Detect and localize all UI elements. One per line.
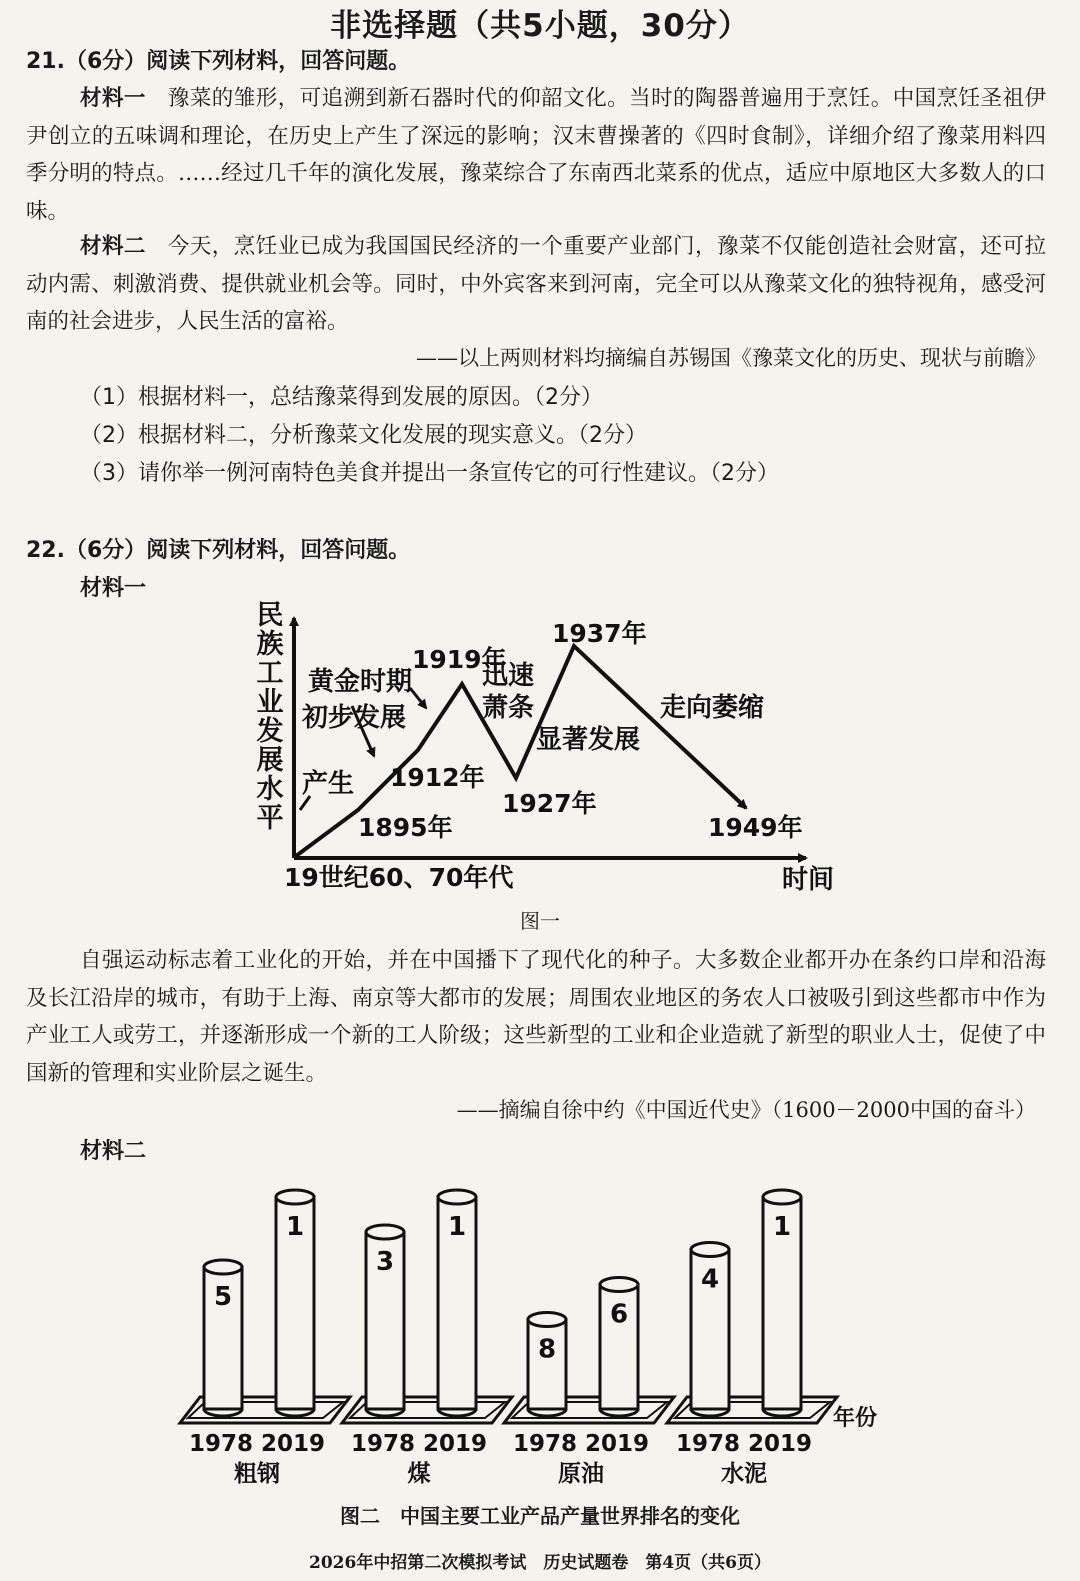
point-label-3: 1919年: [412, 645, 507, 674]
rank-label-原油-2019: 6: [609, 1299, 629, 1330]
years-axis-label: 年份: [833, 1406, 878, 1431]
year-label-粗钢-1978: 1978: [188, 1431, 254, 1457]
q22-source: ——摘编自徐中约《中国近代史》（1600－2000中国的奋斗）: [456, 1098, 1036, 1122]
section-title: 非选择题（共5小题，30分）: [330, 8, 750, 44]
q21-material-2: [26, 228, 1046, 341]
rank-label-原油-1978: 8: [537, 1334, 557, 1365]
q21-header: 21.（6分）阅读下列材料，回答问题。: [26, 49, 411, 74]
stage-label-3-a: 迅速: [482, 661, 535, 691]
group-label-0: 粗钢: [234, 1461, 280, 1485]
bar-top-原油-2019: [600, 1278, 638, 1292]
figure-1-industry-chart: [240, 598, 840, 903]
group-label-1: 煤: [407, 1461, 431, 1485]
bar-top-粗钢-2019: [276, 1190, 314, 1204]
bar-top-煤-2019: [438, 1190, 476, 1204]
year-label-原油-2019: 2019: [584, 1431, 650, 1457]
point-label-5: 1937年: [552, 619, 647, 648]
q22-m2-label: 材料二: [80, 1139, 147, 1164]
q21-source: ——以上两则材料均摘编自苏锡国《豫菜文化的历史、现状与前瞻》: [416, 346, 1046, 370]
year-label-粗钢-2019: 2019: [260, 1431, 326, 1457]
stage-label-2: 黄金时期: [308, 667, 413, 697]
stage-label-4: 显著发展: [536, 725, 641, 755]
q21-m1-label: 材料一: [80, 86, 146, 111]
point-label-1: 1895年: [358, 813, 453, 842]
year-label-水泥-1978: 1978: [675, 1431, 741, 1457]
point-label-4: 1927年: [502, 789, 597, 818]
q21-sub-2: （2）根据材料二，分析豫菜文化发展的现实意义。（2分）: [80, 423, 647, 448]
x-axis-label: 时间: [782, 865, 835, 895]
bar-top-原油-1978: [528, 1313, 566, 1327]
q22-header: 22.（6分）阅读下列材料，回答问题。: [26, 538, 411, 563]
group-label-3: 水泥: [721, 1461, 767, 1485]
rank-label-粗钢-2019: 1: [285, 1212, 305, 1242]
bar-top-粗钢-1978: [204, 1260, 242, 1274]
point-label-2: 1912年: [390, 763, 485, 792]
q21-m1-text: 豫菜的雏形，可追溯到新石器时代的仰韶文化。当时的陶器普遍用于烹饪。中国烹饪圣祖伊尹创立的五味调和理论，在历史上产生了深远的影响；汉末曹操著的《四时食制》，详细介绍了豫菜用料四季分明的特点。……经过几千年的演化发展，豫菜综合了东南西北菜系的优点，适应中原地区大多数人的口味。: [26, 86, 1046, 224]
q21-material-1: [26, 80, 1046, 230]
rank-label-水泥-1978: 4: [700, 1264, 720, 1295]
stage-label-1: 初步发展: [302, 703, 407, 733]
stage-label-5: 走向萎缩: [660, 693, 765, 723]
stage-arrow-huangjinshiqi: [410, 688, 426, 708]
stage-label-3-b: 萧条: [482, 693, 535, 723]
bar-top-水泥-2019: [763, 1190, 801, 1204]
rank-label-煤-1978: 3: [375, 1247, 395, 1277]
q22-material-1-text: 自强运动标志着工业化的开始，并在中国播下了现代化的种子。大多数企业都开办在条约口岸和沿海及长江沿岸的城市，有助于上海、南京等大都市的发展；周围农业地区的务农人口被吸引到这些都市中作为产业工人或劳工，并逐渐形成一个新的工人阶级；这些新型的工业和企业造就了新型的职业人士，促使了中国新的管理和实业阶层之诞生。: [26, 948, 1046, 1086]
figure-1-caption: 图一: [520, 909, 560, 933]
year-label-煤-2019: 2019: [422, 1431, 488, 1457]
rank-label-粗钢-1978: 5: [213, 1282, 233, 1312]
rank-label-煤-2019: 1: [447, 1212, 467, 1242]
origin-label: 19世纪60、70年代: [284, 863, 514, 892]
rank-label-水泥-2019: 1: [772, 1212, 792, 1242]
year-label-水泥-2019: 2019: [747, 1431, 813, 1457]
figure-2-caption: 图二 中国主要工业产品产量世界排名的变化: [340, 1504, 740, 1528]
bar-top-水泥-1978: [691, 1243, 729, 1257]
bar-top-煤-1978: [366, 1225, 404, 1239]
q21-sub-3: （3）请你举一例河南特色美食并提出一条宣传它的可行性建议。（2分）: [80, 461, 779, 486]
figure-2-ranking-chart: [165, 1165, 905, 1485]
year-label-原油-1978: 1978: [512, 1431, 578, 1457]
y-axis-label: 民族工业发展水平: [256, 600, 284, 834]
group-label-2: 原油: [558, 1461, 604, 1485]
q21-m2-label: 材料二: [80, 234, 146, 259]
q21-m2-text: 今天，烹饪业已成为我国国民经济的一个重要产业部门，豫菜不仅能创造社会财富，还可拉动内需、刺激消费、提供就业机会等。同时，中外宾客来到河南，完全可以从豫菜文化的独特视角，感受河南的社会进步，人民生活的富裕。: [26, 234, 1046, 334]
q22-m1-label: 材料一: [80, 576, 147, 601]
page-footer: 2026年中招第二次模拟考试 历史试题卷 第4页（共6页）: [309, 1553, 771, 1573]
q21-sub-1: （1）根据材料一，总结豫菜得到发展的原因。（2分）: [80, 385, 603, 410]
year-label-煤-1978: 1978: [350, 1431, 416, 1457]
point-label-6: 1949年: [708, 813, 803, 842]
stage-label-0: 产生: [302, 769, 355, 799]
